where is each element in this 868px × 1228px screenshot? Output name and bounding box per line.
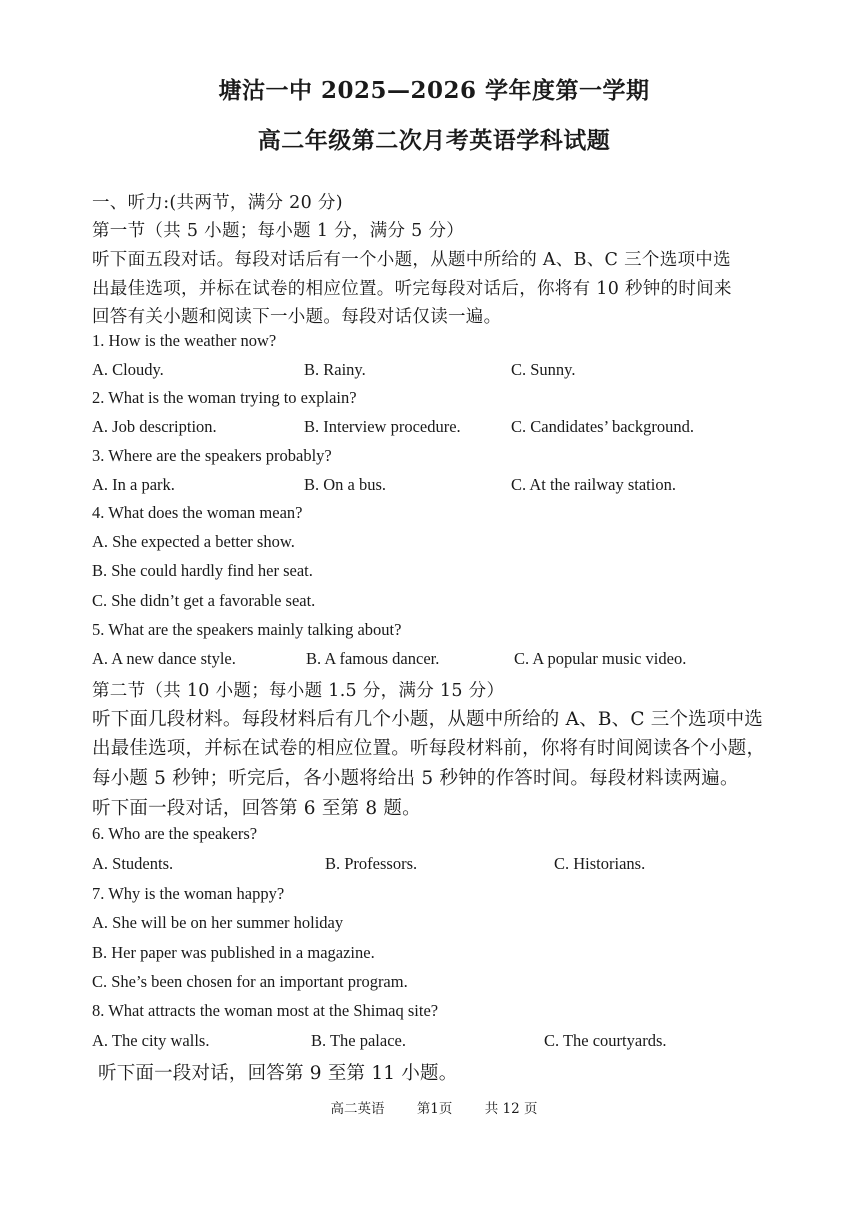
- option-c: C. Historians.: [554, 854, 646, 873]
- page-footer: [0, 1097, 868, 1117]
- option-b: B. Interview procedure.: [304, 417, 461, 436]
- exam-title: 塘沽一中 2025—2026 学年度第一学期: [218, 77, 650, 104]
- dialog-intro: 听下面一段对话，回答第 9 至第 11 小题。: [98, 1063, 458, 1084]
- option-a: A. Job description.: [92, 417, 217, 436]
- section2-instruction-line: 出最佳选项，并标在试卷的相应位置。听每段材料前，你将有时间阅读各个小题，: [92, 738, 766, 759]
- section2-instruction-line: 听下面几段材料。每段材料后有几个小题，从题中所给的 A、B、C 三个选项中选: [92, 709, 763, 730]
- question-stem: 3. Where are the speakers probably?: [92, 446, 332, 465]
- option-a: A. She expected a better show.: [92, 532, 295, 551]
- option-a: A. The city walls.: [92, 1031, 210, 1050]
- option-c: C. A popular music video.: [514, 649, 687, 668]
- footer-total-pages: 共 12 页: [484, 1101, 538, 1117]
- section2-heading: 第二节（共 10 小题；每小题 1.5 分，满分 15 分）: [92, 681, 505, 701]
- option-c: C. She didn’t get a favorable seat.: [92, 591, 316, 610]
- section1-instruction-line: 听下面五段对话。每段对话后有一个小题，从题中所给的 A、B、C 三个选项中选: [92, 250, 731, 270]
- section1-instruction-line: 回答有关小题和阅读下一小题。每段对话仅读一遍。: [92, 307, 502, 327]
- option-b: B. Professors.: [325, 854, 418, 873]
- option-c: C. At the railway station.: [511, 475, 676, 494]
- option-b: B. On a bus.: [304, 475, 387, 494]
- question-stem: 7. Why is the woman happy?: [92, 884, 285, 903]
- option-c: C. Sunny.: [511, 360, 576, 379]
- footer-page-number: 第1页: [416, 1101, 453, 1117]
- question-stem: 1. How is the weather now?: [92, 331, 277, 350]
- question-stem: 8. What attracts the woman most at the Shimaq site?: [92, 1001, 439, 1020]
- option-a: A. She will be on her summer holiday: [92, 913, 344, 932]
- section2-instruction-line: 每小题 5 秒钟；听完后，各小题将给出 5 秒钟的作答时间。每段材料读两遍。: [92, 768, 739, 789]
- option-b: B. Rainy.: [304, 360, 366, 379]
- footer-subject: 高二英语: [330, 1101, 385, 1117]
- option-a: A. Cloudy.: [92, 360, 164, 379]
- option-a: A. A new dance style.: [92, 649, 236, 668]
- option-c: C. The courtyards.: [544, 1031, 667, 1050]
- part1-heading: 一、听力:(共两节，满分 20 分): [92, 193, 343, 213]
- question-stem: 4. What does the woman mean?: [92, 503, 303, 522]
- option-b: B. She could hardly find her seat.: [92, 561, 313, 580]
- option-a: A. In a park.: [92, 475, 175, 494]
- option-c: C. She’s been chosen for an important program.: [92, 972, 408, 991]
- option-b: B. The palace.: [311, 1031, 406, 1050]
- option-b: B. A famous dancer.: [306, 649, 440, 668]
- dialog-intro: 听下面一段对话，回答第 6 至第 8 题。: [92, 798, 421, 819]
- question-stem: 2. What is the woman trying to explain?: [92, 388, 357, 407]
- section1-instruction-line: 出最佳选项，并标在试卷的相应位置。听完每段对话后，你将有 10 秒钟的时间来: [92, 279, 732, 299]
- section1-heading: 第一节（共 5 小题；每小题 1 分，满分 5 分）: [92, 221, 465, 241]
- option-a: A. Students.: [92, 854, 174, 873]
- option-b: B. Her paper was published in a magazine.: [92, 943, 375, 962]
- question-stem: 5. What are the speakers mainly talking about?: [92, 620, 402, 639]
- exam-subtitle: 高二年级第二次月考英语学科试题: [257, 127, 611, 154]
- option-c: C. Candidates’ background.: [511, 417, 694, 436]
- question-stem: 6. Who are the speakers?: [92, 824, 258, 843]
